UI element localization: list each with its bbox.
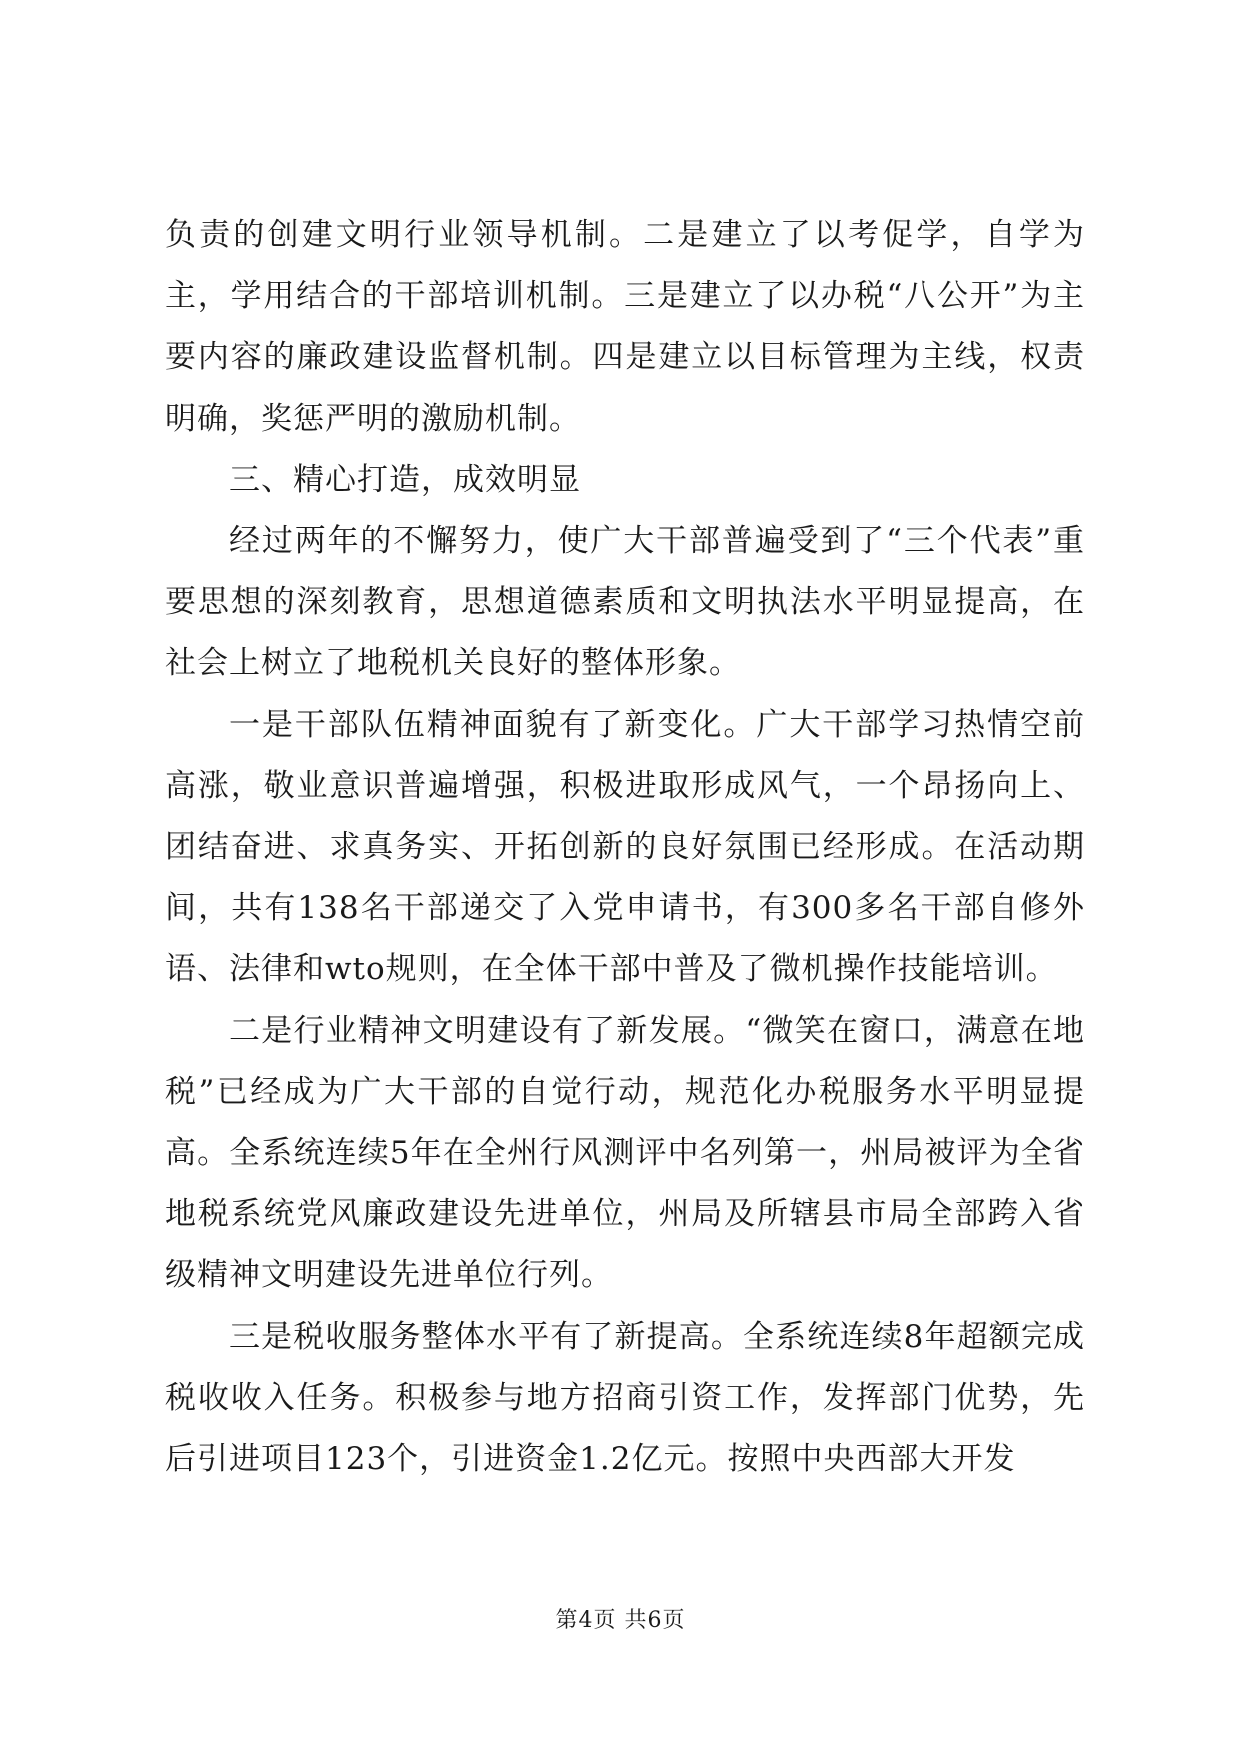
section-heading: 三、精心打造，成效明显 <box>229 461 581 498</box>
paragraph: 经过两年的不懈努力，使广大干部普遍受到了“三个代表”重要思想的深刻教育，思想道德素质和文明执法水平明显提高，在社会上树立了地税机关良好的整体形象。 <box>165 523 1085 682</box>
paragraph-continued: 负责的创建文明行业领导机制。二是建立了以考促学，自学为主，学用结合的干部培训机制。三是建立了以办税“八公开”为主要内容的廉政建设监督机制。四是建立以目标管理为主线，权责明确，奖惩严明的激励机制。 <box>165 217 1085 437</box>
page-number-footer: 第4页 共6页 <box>555 1608 686 1633</box>
paragraph: 二是行业精神文明建设有了新发展。“微笑在窗口，满意在地税”已经成为广大干部的自觉行动，规范化办税服务水平明显提高。全系统连续5年在全州行风测评中名列第一，州局被评为全省地税系统党风廉政建设先进单位，州局及所辖县市局全部跨入省级精神文明建设先进单位行列。 <box>165 1012 1085 1294</box>
paragraph: 三是税收服务整体水平有了新提高。全系统连续8年超额完成税收收入任务。积极参与地方招商引资工作，发挥部门优势，先后引进项目123个，引进资金1.2亿元。按照中央西部大开发 <box>165 1318 1085 1478</box>
document-body <box>165 205 1085 1490</box>
paragraph: 一是干部队伍精神面貌有了新变化。广大干部学习热情空前高涨，敬业意识普遍增强，积极进取形成风气，一个昂扬向上、团结奋进、求真务实、开拓创新的良好氛围已经形成。在活动期间，共有138名干部递交了入党申请书，有300多名干部自修外语、法律和wto规则，在全体干部中普及了微机操作技能培训。 <box>165 706 1085 988</box>
